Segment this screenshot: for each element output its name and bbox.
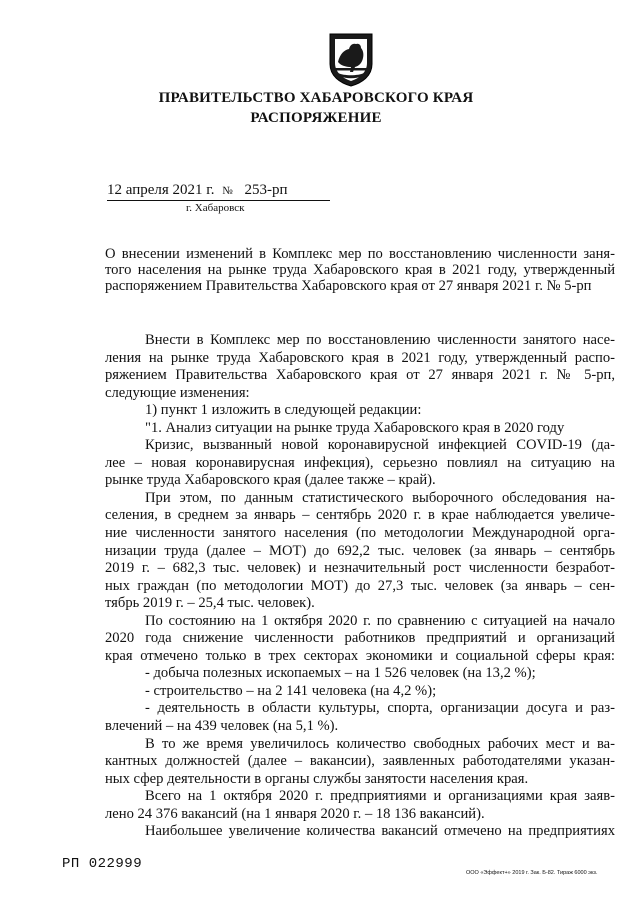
body-line: - строительство – на 2 141 человека (на 4,2 %); <box>145 682 437 699</box>
body-line: Кризис, вызванный новой коронавирусной инфекцией COVID-19 (да- <box>145 437 615 454</box>
document-subject <box>105 246 615 294</box>
document-body <box>105 332 615 841</box>
printer-imprint: ООО «Эффект+» 2019 г. Зак. Б-82. Тираж 6000 экз. <box>466 870 598 876</box>
body-line: ления на рынке труда Хабаровского края в 2021 году, утвержденный распо- <box>105 349 615 366</box>
body-line: кантных должностей (далее – вакансии), заявленных работодателями указан- <box>105 753 615 770</box>
subject-line: О внесении изменений в Комплекс мер по восстановлению численности заня- <box>105 246 615 262</box>
subject-line: того населения на рынке труда Хабаровского края в 2021 году, утвержденный <box>105 262 615 278</box>
body-line: ных граждан (по методологии МОТ) до 27,3 тыс. человек (за январь – сен- <box>105 577 615 594</box>
date-number-row <box>107 182 288 199</box>
body-line: Всего на 1 октября 2020 г. предприятиями и организациями края заяв- <box>145 788 615 805</box>
form-serial-number: РП 022999 <box>62 856 143 872</box>
body-line: - деятельность в области культуры, спорта, организации досуга и раз- <box>145 700 615 717</box>
body-line: ние численности занятого населения (по методологии Международной орга- <box>105 525 615 542</box>
body-line: тябрь 2019 г. – 25,4 тыс. человек). <box>105 595 315 612</box>
body-line: - добыча полезных ископаемых – на 1 526 человек (на 13,2 %); <box>145 665 536 682</box>
body-line: лено 24 376 вакансий (на 1 января 2020 г. – 18 136 вакансий). <box>105 805 485 822</box>
body-line: рынке труда Хабаровского края (далее также – край). <box>105 472 436 489</box>
body-line: ряжением Правительства Хабаровского края от 27 января 2021 г. № 5-рп, <box>105 367 615 384</box>
body-line: лее – новая коронавирусная инфекция), серьезно повлиял на ситуацию на <box>105 454 615 471</box>
body-line: В то же время увеличилось количество свободных рабочих мест и ва- <box>145 735 615 752</box>
body-line: 1) пункт 1 изложить в следующей редакции: <box>145 402 422 419</box>
body-line: "1. Анализ ситуации на рынке труда Хабаровского края в 2020 году <box>145 419 565 436</box>
body-line: селения, в среднем за январь – сентябрь 2020 г. в крае наблюдается увеличе- <box>105 507 615 524</box>
document-date: 12 апреля 2021 г. <box>107 182 215 198</box>
date-underline <box>107 200 330 201</box>
body-line: 2020 года снижение численности работников предприятий и организаций <box>105 630 615 647</box>
document-type-title: РАСПОРЯЖЕНИЕ <box>250 110 382 126</box>
body-line: Внести в Комплекс мер по восстановлению численности занятого насе- <box>145 332 615 348</box>
body-line: Наибольшее увеличение количества вакансий отмечено на предприятиях <box>145 823 615 840</box>
document-city: г. Хабаровск <box>186 202 245 214</box>
organization-title: ПРАВИТЕЛЬСТВО ХАБАРОВСКОГО КРАЯ <box>158 90 474 106</box>
body-line: края отмечено только в трех секторах экономики и социальной сферы края: <box>105 647 615 664</box>
document-number: 253-рп <box>244 182 288 198</box>
body-line: 2019 г. – 682,3 тыс. человек) и незначительный рост численности безработ- <box>105 560 615 577</box>
number-sign: № <box>222 185 233 197</box>
body-line: По состоянию на 1 октября 2020 г. по сравнению с ситуацией на начало <box>145 612 615 629</box>
body-line: При этом, по данным статистического выборочного обследования на- <box>145 489 615 506</box>
body-line: низации труда (далее – МОТ) до 692,2 тыс. человек (за январь – сентябрь <box>105 542 615 559</box>
subject-line: распоряжением Правительства Хабаровского края от 27 января 2021 г. № 5-рп <box>105 278 592 294</box>
body-line: ных сфер деятельности в органы службы занятости населения края. <box>105 770 529 787</box>
body-line: влечений – на 439 человек (на 5,1 %). <box>105 718 339 735</box>
body-line: следующие изменения: <box>105 384 250 401</box>
khabarovsk-coat-of-arms-icon <box>326 30 376 88</box>
